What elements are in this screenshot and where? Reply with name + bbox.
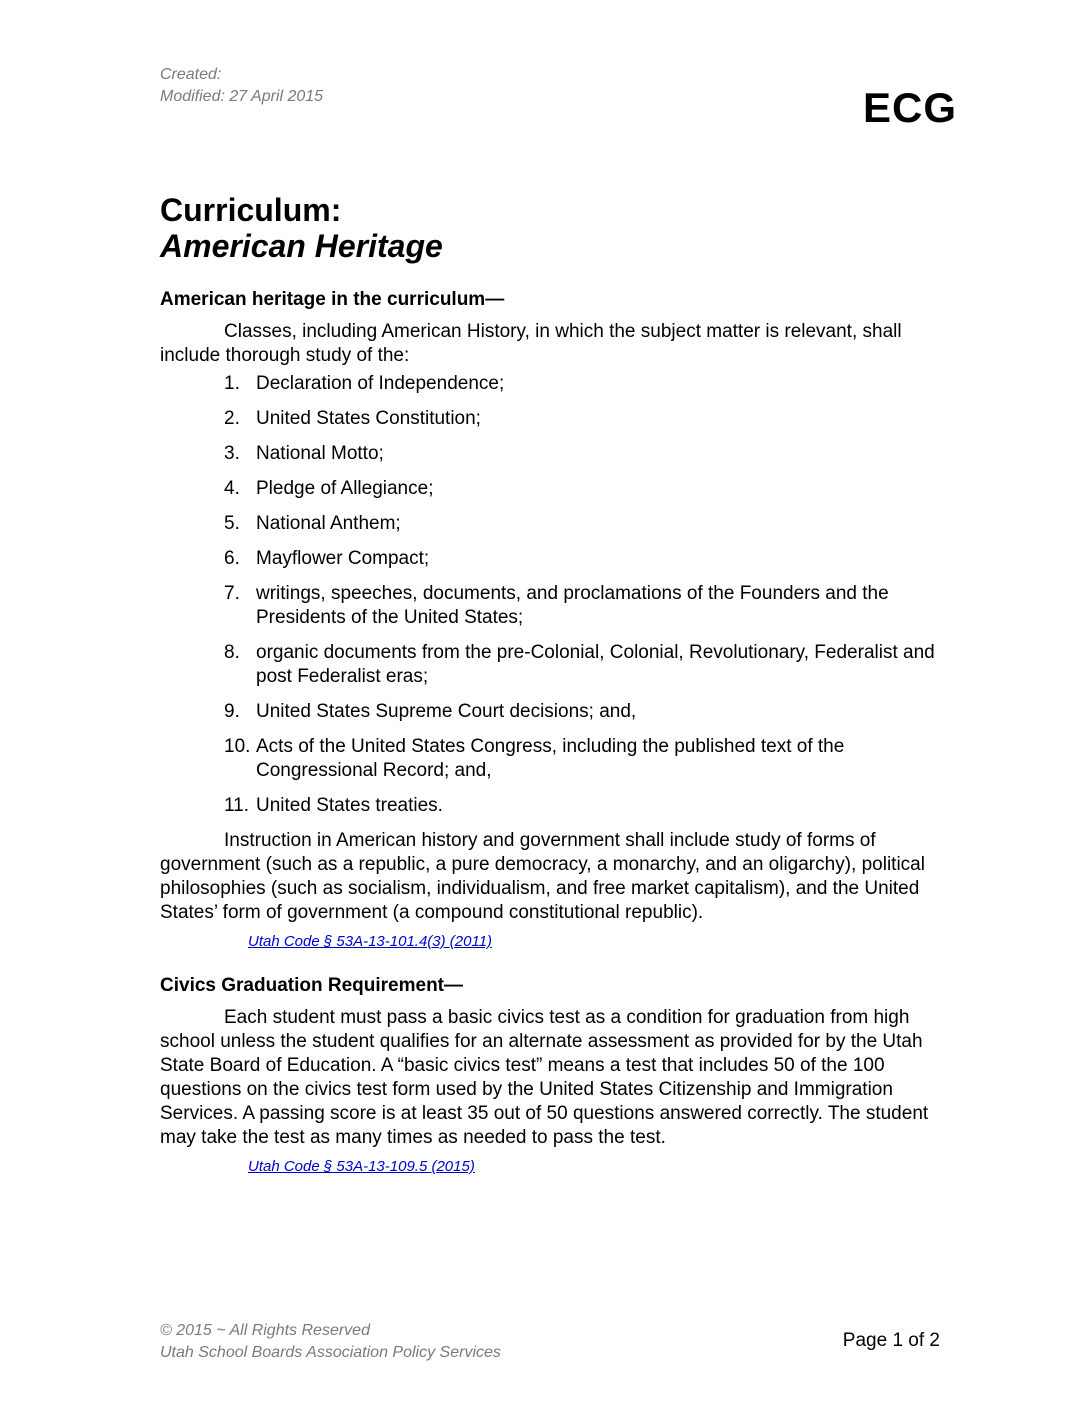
footer-notice	[160, 1320, 501, 1364]
list-text: National Motto;	[256, 443, 384, 464]
study-list	[160, 372, 960, 818]
list-item	[160, 442, 960, 466]
section-body: Each student must pass a basic civics test as a condition for graduation from high school unless the student qualifies for an alternate assessment as provided for by the Utah State Board of Education. A “basic civics test” means a test that includes 50 of the 100 questions on the civics test form used by the United States Citizenship and Immigration Services. A passing score is at least 35 out of 50 questions answered correctly. The student may take the test as many times as needed to pass the test.	[160, 1007, 929, 1148]
list-text: United States Supreme Court decisions; and,	[256, 701, 637, 722]
list-item	[160, 512, 960, 536]
citation-link[interactable]: Utah Code § 53A-13-109.5 (2015)	[248, 1158, 475, 1175]
modified-label: Modified: 27 April 2015	[160, 88, 324, 105]
list-text: National Anthem;	[256, 513, 401, 534]
list-item	[160, 477, 960, 501]
list-number: 5.	[224, 513, 240, 534]
section-american-heritage	[160, 288, 960, 950]
copyright-text: © 2015 ~ All Rights Reserved	[160, 1322, 370, 1339]
list-text: Mayflower Compact;	[256, 548, 430, 569]
list-number: 4.	[224, 478, 240, 499]
section-closing: Instruction in American history and government shall include study of forms of government (such as a republic, a pure democracy, a monarchy, and an oligarchy), political philosophies (such as socialism, individualism, and free market capitalism), and the United States’ form of government (a compound constitutional republic).	[160, 830, 925, 923]
list-number: 2.	[224, 408, 240, 429]
citation-link[interactable]: Utah Code § 53A-13-101.4(3) (2011)	[248, 933, 493, 950]
list-text: Pledge of Allegiance;	[256, 478, 434, 499]
section-civics-requirement	[160, 974, 960, 1175]
list-item	[160, 641, 960, 689]
list-number: 3.	[224, 443, 240, 464]
list-number: 10.	[224, 736, 251, 757]
document-body	[160, 192, 960, 1199]
list-number: 6.	[224, 548, 240, 569]
created-label: Created:	[160, 66, 222, 83]
list-item	[160, 407, 960, 431]
section-intro: Classes, including American History, in which the subject matter is relevant, shall include thorough study of the:	[160, 321, 902, 366]
section-heading: American heritage in the curriculum—	[160, 289, 505, 310]
section-heading: Civics Graduation Requirement—	[160, 975, 464, 996]
list-item	[160, 372, 960, 396]
list-text: Acts of the United States Congress, including the published text of the Congressional Record; and,	[256, 736, 845, 781]
page-subtitle: American Heritage	[160, 228, 443, 264]
page-number: Page 1 of 2	[842, 1330, 940, 1351]
policy-code: ECG	[862, 84, 957, 131]
list-number: 9.	[224, 701, 240, 722]
list-item	[160, 735, 960, 783]
document-meta	[160, 64, 323, 108]
list-text: Declaration of Independence;	[256, 373, 505, 394]
list-number: 1.	[224, 373, 240, 394]
list-number: 7.	[224, 583, 240, 604]
list-item	[160, 700, 960, 724]
list-text: United States Constitution;	[256, 408, 481, 429]
page-title: Curriculum:	[160, 192, 342, 228]
list-item	[160, 582, 960, 630]
list-item	[160, 794, 960, 818]
list-number: 11.	[224, 795, 250, 816]
list-text: writings, speeches, documents, and proclamations of the Founders and the Presidents of the United States;	[256, 583, 889, 628]
list-text: United States treaties.	[256, 795, 443, 816]
list-item	[160, 547, 960, 571]
list-number: 8.	[224, 642, 240, 663]
organization-text: Utah School Boards Association Policy Services	[160, 1344, 501, 1361]
list-text: organic documents from the pre-Colonial, Colonial, Revolutionary, Federalist and post Federalist eras;	[256, 642, 935, 687]
